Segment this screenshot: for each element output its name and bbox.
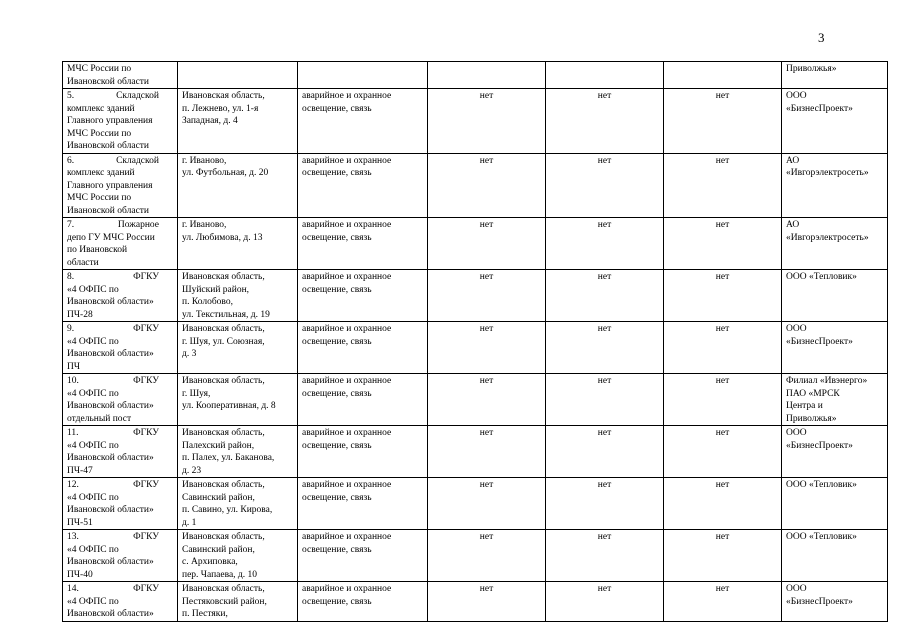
table-row	[63, 153, 888, 218]
systems-line: аварийное и охранное	[302, 584, 392, 594]
address-line: Ивановская область,	[182, 428, 265, 438]
systems-line: аварийное и охранное	[302, 532, 392, 542]
row-number: 9.	[67, 324, 75, 334]
org-name-line: «4 ОФПС по	[67, 596, 119, 607]
value-cell: нет	[546, 530, 664, 582]
org-name-line: Ивановской области	[67, 141, 150, 151]
systems-cell	[298, 153, 428, 218]
row-number: 6.	[67, 155, 75, 166]
value-cell: нет	[428, 322, 546, 374]
org-cell	[63, 530, 178, 582]
address-cell	[178, 530, 298, 582]
value-cell: нет	[428, 218, 546, 270]
systems-line: освещение, связь	[302, 388, 372, 399]
org-cell	[63, 374, 178, 426]
systems-line: освещение, связь	[302, 284, 372, 295]
org-cell	[63, 582, 178, 622]
org-name-line: Ивановской области	[67, 76, 150, 87]
systems-line: освещение, связь	[302, 168, 372, 178]
org-first-word: ФГКУ	[133, 480, 159, 490]
org-name-line: по Ивановской	[67, 245, 128, 255]
org-name-line: Главного управления	[67, 180, 153, 191]
value-cell: нет	[664, 478, 782, 530]
systems-cell	[298, 270, 428, 322]
org-name-line: Ивановской области»	[67, 557, 154, 567]
address-line: г. Иваново,	[182, 220, 227, 230]
org-name-line: «4 ОФПС по	[67, 284, 119, 295]
value-cell: нет	[428, 478, 546, 530]
owner-cell	[782, 270, 888, 322]
address-cell	[178, 478, 298, 530]
value-cell: нет	[664, 218, 782, 270]
address-line: п. Палех, ул. Баканова,	[182, 453, 275, 463]
systems-line: освещение, связь	[302, 336, 372, 347]
org-cell	[63, 322, 178, 374]
org-cell	[63, 426, 178, 478]
address-line: п. Пестяки,	[182, 609, 228, 619]
table-row	[63, 322, 888, 374]
systems-line: аварийное и охранное	[302, 155, 392, 166]
org-name-line: ПЧ-28	[67, 309, 93, 320]
systems-line: освещение, связь	[302, 596, 372, 607]
table-row	[63, 478, 888, 530]
org-name-line: МЧС России по	[67, 64, 132, 74]
systems-cell	[298, 374, 428, 426]
systems-cell	[298, 62, 428, 89]
address-line: Пестяковский район,	[182, 596, 267, 607]
facilities-table	[62, 61, 888, 622]
address-cell	[178, 62, 298, 89]
table-row	[63, 374, 888, 426]
address-line: Ивановская область,	[182, 272, 265, 282]
org-name-line: комплекс зданий	[67, 103, 135, 114]
owner-line: ООО	[786, 584, 807, 594]
systems-line: освещение, связь	[302, 103, 372, 114]
owner-cell	[782, 374, 888, 426]
row-number: 12.	[67, 480, 79, 490]
address-cell	[178, 374, 298, 426]
systems-line: аварийное и охранное	[302, 272, 392, 282]
owner-line: «БизнесПроект»	[786, 440, 853, 451]
org-cell	[63, 270, 178, 322]
org-first-word: ФГКУ	[133, 376, 159, 386]
systems-line: аварийное и охранное	[302, 428, 392, 438]
value-cell: нет	[664, 582, 782, 622]
address-line: Ивановская область,	[182, 532, 265, 542]
row-number: 13.	[67, 532, 79, 542]
row-number: 8.	[67, 272, 75, 282]
org-first-word: ФГКУ	[133, 532, 159, 542]
address-cell	[178, 218, 298, 270]
org-name-line: «4 ОФПС по	[67, 492, 119, 503]
value-cell: нет	[664, 374, 782, 426]
value-cell	[664, 62, 782, 89]
row-number: 5.	[67, 91, 75, 101]
org-name-line: Ивановской области»	[67, 401, 154, 411]
owner-line: Приволжья»	[786, 64, 837, 74]
address-line: Савинский район,	[182, 492, 255, 503]
address-cell	[178, 582, 298, 622]
owner-line: ООО	[786, 428, 807, 438]
row-number: 11.	[67, 428, 79, 438]
table-row	[63, 270, 888, 322]
value-cell: нет	[428, 153, 546, 218]
org-cell	[63, 218, 178, 270]
owner-cell	[782, 218, 888, 270]
value-cell: нет	[664, 153, 782, 218]
address-line: Шуйский район,	[182, 284, 250, 295]
owner-cell	[782, 153, 888, 218]
address-line: г. Шуя, ул. Союзная,	[182, 336, 265, 347]
value-cell: нет	[546, 89, 664, 154]
owner-line: АО	[786, 220, 800, 230]
systems-line: освещение, связь	[302, 440, 372, 451]
address-line: г. Иваново,	[182, 155, 227, 166]
org-cell	[63, 89, 178, 154]
owner-cell	[782, 322, 888, 374]
address-line: Ивановская область,	[182, 480, 265, 490]
owner-line: Филиал «Ивэнерго»	[786, 376, 868, 386]
owner-line: АО	[786, 155, 800, 166]
org-first-word: ФГКУ	[133, 584, 159, 594]
org-name-line: ПЧ-51	[67, 517, 93, 528]
table-row	[63, 426, 888, 478]
value-cell: нет	[546, 218, 664, 270]
org-name-line: ПЧ-47	[67, 465, 93, 476]
address-cell	[178, 89, 298, 154]
value-cell: нет	[428, 530, 546, 582]
systems-cell	[298, 322, 428, 374]
row-number: 7.	[67, 220, 75, 230]
value-cell: нет	[664, 89, 782, 154]
systems-cell	[298, 89, 428, 154]
owner-cell	[782, 426, 888, 478]
address-line: с. Архиповка,	[182, 557, 238, 567]
owner-line: ООО «Тепловик»	[786, 272, 857, 282]
org-first-word: Пожарное	[117, 220, 159, 230]
owner-line: ООО	[786, 91, 807, 101]
address-cell	[178, 270, 298, 322]
value-cell: нет	[664, 322, 782, 374]
org-name-line: «4 ОФПС по	[67, 336, 119, 347]
address-line: д. 23	[182, 465, 202, 476]
org-cell	[63, 62, 178, 89]
org-first-word: ФГКУ	[133, 428, 159, 438]
value-cell: нет	[546, 153, 664, 218]
address-line: п. Лежнево, ул. 1-я	[182, 103, 259, 114]
value-cell: нет	[664, 270, 782, 322]
address-line: п. Колобово,	[182, 297, 233, 307]
address-line: ул. Футбольная, д. 20	[182, 168, 269, 178]
owner-line: ООО «Тепловик»	[786, 480, 857, 490]
org-name-line: ПЧ	[67, 361, 81, 372]
table-row	[63, 582, 888, 622]
systems-line: аварийное и охранное	[302, 376, 392, 386]
address-line: д. 1	[182, 517, 197, 528]
address-line: д. 3	[182, 349, 197, 359]
address-line: Западная, д. 4	[182, 116, 238, 126]
owner-line: «БизнесПроект»	[786, 103, 853, 114]
org-name-line: ПЧ-40	[67, 569, 93, 580]
org-name-line: Ивановской области	[67, 205, 150, 216]
address-line: ул. Текстильная, д. 19	[182, 309, 270, 320]
address-cell	[178, 153, 298, 218]
org-first-word: Складской	[116, 91, 159, 101]
owner-line: Центра и	[786, 401, 823, 411]
systems-line: аварийное и охранное	[302, 324, 392, 334]
value-cell: нет	[428, 582, 546, 622]
address-line: Савинский район,	[182, 544, 255, 555]
org-name-line: Ивановской области»	[67, 297, 154, 307]
org-name-line: депо ГУ МЧС России	[67, 232, 155, 243]
org-first-word: ФГКУ	[133, 324, 159, 334]
value-cell	[546, 62, 664, 89]
owner-line: ООО «Тепловик»	[786, 532, 857, 542]
value-cell: нет	[428, 426, 546, 478]
table-row	[63, 530, 888, 582]
address-cell	[178, 322, 298, 374]
org-name-line: Ивановской области»	[67, 349, 154, 359]
org-name-line: МЧС России по	[67, 193, 132, 203]
owner-line: «Ивгорэлектросеть»	[786, 168, 869, 178]
systems-cell	[298, 530, 428, 582]
value-cell: нет	[546, 374, 664, 426]
address-line: Ивановская область,	[182, 324, 265, 334]
address-line: ул. Кооперативная, д. 8	[182, 401, 276, 411]
address-line: Ивановская область,	[182, 91, 265, 101]
row-number: 14.	[67, 584, 79, 594]
org-name-line: «4 ОФПС по	[67, 544, 119, 555]
org-name-line: Ивановской области»	[67, 609, 154, 619]
address-line: п. Савино, ул. Кирова,	[182, 505, 273, 515]
table-row	[63, 218, 888, 270]
table-row	[63, 89, 888, 154]
value-cell: нет	[428, 270, 546, 322]
value-cell: нет	[664, 426, 782, 478]
owner-cell	[782, 89, 888, 154]
org-first-word: ФГКУ	[133, 272, 159, 282]
systems-cell	[298, 582, 428, 622]
org-name-line: «4 ОФПС по	[67, 388, 119, 399]
owner-cell	[782, 530, 888, 582]
value-cell: нет	[546, 426, 664, 478]
systems-cell	[298, 218, 428, 270]
org-name-line: Главного управления	[67, 116, 153, 126]
address-line: Палехский район,	[182, 440, 255, 451]
org-cell	[63, 478, 178, 530]
systems-line: освещение, связь	[302, 544, 372, 555]
owner-line: «БизнесПроект»	[786, 336, 853, 347]
value-cell: нет	[546, 270, 664, 322]
org-cell	[63, 153, 178, 218]
address-line: Ивановская область,	[182, 584, 265, 594]
owner-line: «Ивгорэлектросеть»	[786, 232, 869, 243]
org-name-line: Ивановской области»	[67, 505, 154, 515]
systems-cell	[298, 478, 428, 530]
address-cell	[178, 426, 298, 478]
value-cell: нет	[664, 530, 782, 582]
table-row	[63, 62, 888, 89]
systems-line: освещение, связь	[302, 232, 372, 243]
address-line: пер. Чапаева, д. 10	[182, 569, 257, 580]
address-line: ул. Любимова, д. 13	[182, 232, 263, 243]
row-number: 10.	[67, 376, 79, 386]
owner-cell	[782, 582, 888, 622]
org-name-line: области	[67, 257, 99, 268]
org-name-line: отдельный пост	[67, 413, 132, 424]
org-name-line: «4 ОФПС по	[67, 440, 119, 451]
value-cell: нет	[428, 89, 546, 154]
value-cell: нет	[546, 478, 664, 530]
owner-line: ООО	[786, 324, 807, 334]
value-cell	[428, 62, 546, 89]
org-name-line: комплекс зданий	[67, 168, 135, 178]
value-cell: нет	[546, 582, 664, 622]
org-name-line: МЧС России по	[67, 128, 132, 139]
owner-line: Приволжья»	[786, 413, 837, 424]
systems-line: аварийное и охранное	[302, 480, 392, 490]
value-cell: нет	[428, 374, 546, 426]
org-name-line: Ивановской области»	[67, 453, 154, 463]
address-line: г. Шуя,	[182, 388, 211, 399]
owner-cell	[782, 478, 888, 530]
systems-line: аварийное и охранное	[302, 220, 392, 230]
systems-line: аварийное и охранное	[302, 91, 392, 101]
owner-cell	[782, 62, 888, 89]
org-first-word: Складской	[116, 155, 159, 166]
value-cell: нет	[546, 322, 664, 374]
owner-line: «БизнесПроект»	[786, 596, 853, 607]
page-number: 3	[818, 30, 825, 45]
systems-line: освещение, связь	[302, 492, 372, 503]
address-line: Ивановская область,	[182, 376, 265, 386]
systems-cell	[298, 426, 428, 478]
owner-line: ПАО «МРСК	[786, 388, 840, 399]
